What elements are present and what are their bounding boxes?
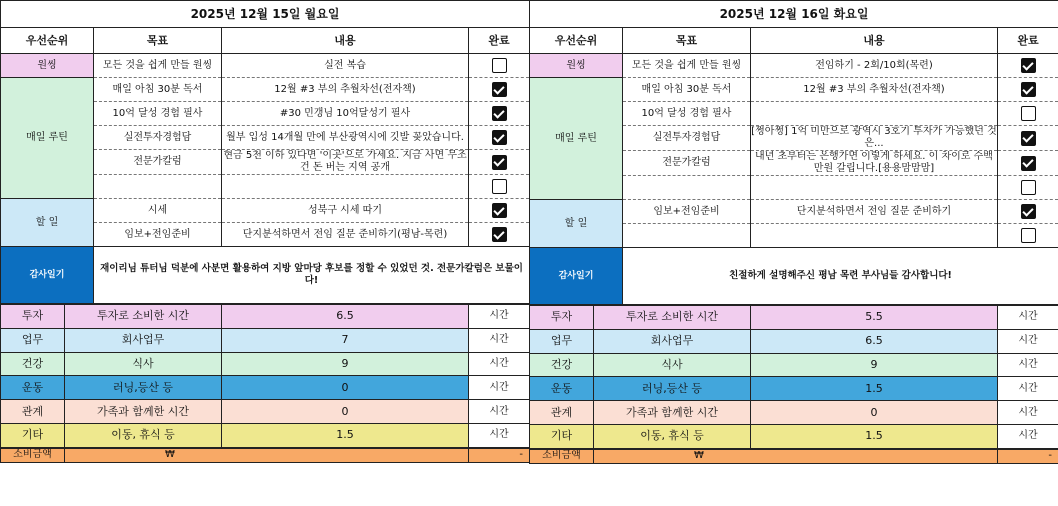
time-unit: 시간 bbox=[998, 377, 1058, 401]
col-done: 완료 bbox=[998, 28, 1058, 54]
todo-goal[interactable]: 임보+전임준비 bbox=[94, 223, 222, 247]
routine-content[interactable] bbox=[751, 176, 998, 200]
wonsing-done[interactable] bbox=[469, 54, 530, 78]
todo-label: 할 일 bbox=[1, 199, 94, 247]
time-category: 건강 bbox=[1, 352, 65, 376]
col-priority: 우선순위 bbox=[1, 28, 94, 54]
time-desc: 러닝,등산 등 bbox=[594, 377, 751, 401]
routine-done[interactable] bbox=[998, 78, 1058, 102]
time-value[interactable]: 9 bbox=[751, 353, 998, 377]
wonsing-content[interactable]: 실전 복습 bbox=[222, 54, 469, 78]
todo-content[interactable]: 단지분석하면서 전임 질문 준비하기(평남-목련) bbox=[222, 223, 469, 247]
col-content: 내용 bbox=[751, 28, 998, 54]
time-value[interactable]: 1.5 bbox=[751, 377, 998, 401]
time-category: 운동 bbox=[530, 377, 594, 401]
todo-done[interactable] bbox=[469, 223, 530, 247]
routine-label: 매일 루틴 bbox=[1, 78, 94, 199]
date-header: 2025년 12월 16일 화요일 bbox=[530, 1, 1058, 28]
time-value[interactable]: 1.5 bbox=[751, 424, 998, 448]
time-value[interactable]: 5.5 bbox=[751, 306, 998, 330]
routine-content[interactable] bbox=[222, 175, 469, 199]
time-unit: 시간 bbox=[469, 376, 530, 400]
time-value[interactable]: 0 bbox=[222, 400, 469, 424]
routine-content[interactable]: 12월 #3 부의 추월차선(전자책) bbox=[222, 78, 469, 102]
checkbox-icon[interactable] bbox=[492, 106, 507, 121]
todo-content[interactable] bbox=[751, 224, 998, 248]
time-category: 운동 bbox=[1, 376, 65, 400]
spend-label: 소비금액 bbox=[530, 449, 594, 463]
spend-label: 소비금액 bbox=[1, 448, 65, 462]
routine-goal[interactable]: 실전투자경험담 bbox=[623, 126, 751, 151]
routine-content[interactable]: [쩡아쩡] 1억 미만으로 광역시 3호기 투자가 가능했던 것은... bbox=[751, 126, 997, 149]
spend-table bbox=[0, 448, 530, 463]
time-category: 기타 bbox=[530, 424, 594, 448]
spend-currency[interactable] bbox=[65, 448, 469, 462]
checkbox-icon[interactable] bbox=[492, 227, 507, 242]
routine-content[interactable]: 12월 #3 부의 추월차선(전자책) bbox=[751, 78, 998, 102]
wonsing-goal[interactable]: 모든 것을 쉽게 만들 원씽 bbox=[94, 54, 222, 78]
time-category: 업무 bbox=[530, 329, 594, 353]
time-value[interactable]: 6.5 bbox=[222, 305, 469, 329]
time-category: 관계 bbox=[530, 401, 594, 425]
routine-goal[interactable]: 실전투자경험담 bbox=[94, 126, 222, 150]
time-desc: 회사업무 bbox=[594, 329, 751, 353]
time-category: 투자 bbox=[1, 305, 65, 329]
time-unit: 시간 bbox=[469, 352, 530, 376]
todo-goal[interactable]: 임보+전임준비 bbox=[623, 200, 751, 224]
routine-done[interactable] bbox=[998, 176, 1058, 200]
checkbox-icon[interactable] bbox=[492, 130, 507, 145]
currency-symbol: ₩ bbox=[694, 450, 704, 462]
currency-symbol: ₩ bbox=[165, 449, 175, 461]
time-category: 건강 bbox=[530, 353, 594, 377]
plan-table bbox=[0, 0, 530, 304]
todo-goal[interactable]: 시세 bbox=[94, 199, 222, 223]
todo-done[interactable] bbox=[469, 199, 530, 223]
todo-done[interactable] bbox=[998, 224, 1058, 248]
wonsing-done[interactable] bbox=[998, 54, 1058, 78]
gratitude-label: 감사일기 bbox=[530, 248, 623, 305]
col-done: 완료 bbox=[469, 28, 530, 54]
routine-goal[interactable]: 매일 아침 30분 독서 bbox=[94, 78, 222, 102]
col-goal: 목표 bbox=[623, 28, 751, 54]
wonsing-goal[interactable]: 모든 것을 쉽게 만들 원씽 bbox=[623, 54, 751, 78]
routine-content[interactable]: #30 민갱님 10억달성기 필사 bbox=[222, 102, 469, 126]
checkbox-icon[interactable] bbox=[492, 58, 507, 73]
routine-done[interactable] bbox=[469, 150, 530, 175]
routine-goal[interactable]: 10억 달성 경험 필사 bbox=[94, 102, 222, 126]
time-category: 업무 bbox=[1, 328, 65, 352]
spend-amount[interactable]: - bbox=[469, 448, 530, 462]
time-unit: 시간 bbox=[998, 424, 1058, 448]
time-unit: 시간 bbox=[469, 400, 530, 424]
routine-goal[interactable] bbox=[94, 175, 222, 199]
checkbox-icon[interactable] bbox=[1021, 180, 1036, 195]
checkbox-icon[interactable] bbox=[492, 155, 507, 170]
routine-done[interactable] bbox=[998, 151, 1058, 176]
routine-goal[interactable]: 매일 아침 30분 독서 bbox=[623, 78, 751, 102]
todo-goal[interactable] bbox=[623, 224, 751, 248]
gratitude-label: 감사일기 bbox=[1, 247, 94, 304]
todo-content[interactable]: 성북구 시세 따기 bbox=[222, 199, 469, 223]
routine-goal[interactable]: 10억 달성 경험 필사 bbox=[623, 102, 751, 126]
time-unit: 시간 bbox=[469, 328, 530, 352]
time-value[interactable]: 1.5 bbox=[222, 423, 469, 447]
time-value[interactable]: 6.5 bbox=[751, 329, 998, 353]
date-header: 2025년 12월 15일 월요일 bbox=[1, 1, 530, 28]
plan-table bbox=[529, 0, 1058, 305]
wonsing-label: 원씽 bbox=[530, 54, 623, 78]
time-value[interactable]: 7 bbox=[222, 328, 469, 352]
checkbox-icon[interactable] bbox=[492, 179, 507, 194]
checkbox-icon[interactable] bbox=[492, 82, 507, 97]
checkbox-icon[interactable] bbox=[1021, 156, 1036, 171]
time-desc: 가족과 함께한 시간 bbox=[594, 401, 751, 425]
routine-content[interactable]: 내년 초부터는 은행가면 이렇게 하세요. 이 차이로 수백만원 갈립니다.[용용맘맘맘] bbox=[751, 151, 998, 176]
time-unit: 시간 bbox=[469, 423, 530, 447]
time-desc: 러닝,등산 등 bbox=[65, 376, 222, 400]
spend-currency[interactable] bbox=[594, 449, 998, 463]
routine-goal[interactable]: 전문가칼럼 bbox=[94, 150, 222, 175]
routine-content[interactable] bbox=[751, 102, 998, 126]
wonsing-content[interactable]: 전임하기 - 2회/10회(목련) bbox=[751, 54, 998, 78]
routine-done[interactable] bbox=[469, 126, 530, 150]
checkbox-icon[interactable] bbox=[1021, 106, 1036, 121]
time-unit: 시간 bbox=[998, 353, 1058, 377]
time-value[interactable]: 9 bbox=[222, 352, 469, 376]
checkbox-icon[interactable] bbox=[1021, 228, 1036, 243]
routine-done[interactable] bbox=[998, 102, 1058, 126]
wonsing-label: 원씽 bbox=[1, 54, 94, 78]
time-desc: 투자로 소비한 시간 bbox=[594, 306, 751, 330]
time-value[interactable]: 0 bbox=[222, 376, 469, 400]
routine-label: 매일 루틴 bbox=[530, 78, 623, 200]
time-unit: 시간 bbox=[469, 305, 530, 329]
checkbox-icon[interactable] bbox=[1021, 131, 1036, 146]
col-priority: 우선순위 bbox=[530, 28, 623, 54]
time-category: 관계 bbox=[1, 400, 65, 424]
time-desc: 가족과 함께한 시간 bbox=[65, 400, 222, 424]
todo-label: 할 일 bbox=[530, 200, 623, 248]
time-unit: 시간 bbox=[998, 329, 1058, 353]
time-table bbox=[529, 305, 1058, 449]
time-desc: 이동, 휴식 등 bbox=[594, 424, 751, 448]
time-desc: 이동, 휴식 등 bbox=[65, 423, 222, 447]
checkbox-icon[interactable] bbox=[492, 203, 507, 218]
col-goal: 목표 bbox=[94, 28, 222, 54]
time-value[interactable]: 0 bbox=[751, 401, 998, 425]
spend-amount[interactable]: - bbox=[998, 449, 1058, 463]
time-table bbox=[0, 304, 530, 448]
checkbox-icon[interactable] bbox=[1021, 58, 1036, 73]
time-category: 투자 bbox=[530, 306, 594, 330]
routine-content[interactable]: 월부 입성 14개월 만에 부산광역시에 깃발 꽂았습니다. bbox=[222, 126, 469, 150]
time-unit: 시간 bbox=[998, 401, 1058, 425]
time-desc: 회사업무 bbox=[65, 328, 222, 352]
todo-content[interactable]: 단지분석하면서 전임 질문 준비하기 bbox=[751, 200, 998, 224]
routine-done[interactable] bbox=[469, 78, 530, 102]
col-content: 내용 bbox=[222, 28, 469, 54]
time-desc: 식사 bbox=[65, 352, 222, 376]
checkbox-icon[interactable] bbox=[1021, 204, 1036, 219]
routine-done[interactable] bbox=[469, 175, 530, 199]
gratitude-text[interactable]: 친절하게 설명해주신 평남 목련 부사님들 감사합니다! bbox=[623, 248, 1058, 305]
gratitude-text[interactable]: 재이리님 튜터님 덕분에 사분면 활용하여 지방 앞마당 후보를 정할 수 있었던 것. 전문가칼럼은 보물이다! bbox=[94, 247, 530, 304]
routine-goal[interactable] bbox=[623, 176, 751, 200]
routine-goal[interactable]: 전문가칼럼 bbox=[623, 151, 751, 176]
todo-done[interactable] bbox=[998, 200, 1058, 224]
day-sheet-tue bbox=[529, 0, 1058, 506]
routine-done[interactable] bbox=[998, 126, 1058, 151]
checkbox-icon[interactable] bbox=[1021, 82, 1036, 97]
spend-table bbox=[529, 449, 1058, 464]
routine-done[interactable] bbox=[469, 102, 530, 126]
time-category: 기타 bbox=[1, 423, 65, 447]
time-unit: 시간 bbox=[998, 306, 1058, 330]
routine-content[interactable]: 현금 5천 이하 있다면 '이곳'으로 가세요. 지금 사면 무조건 돈 버는 지역 공개 bbox=[223, 150, 467, 173]
time-desc: 식사 bbox=[594, 353, 751, 377]
time-desc: 투자로 소비한 시간 bbox=[65, 305, 222, 329]
